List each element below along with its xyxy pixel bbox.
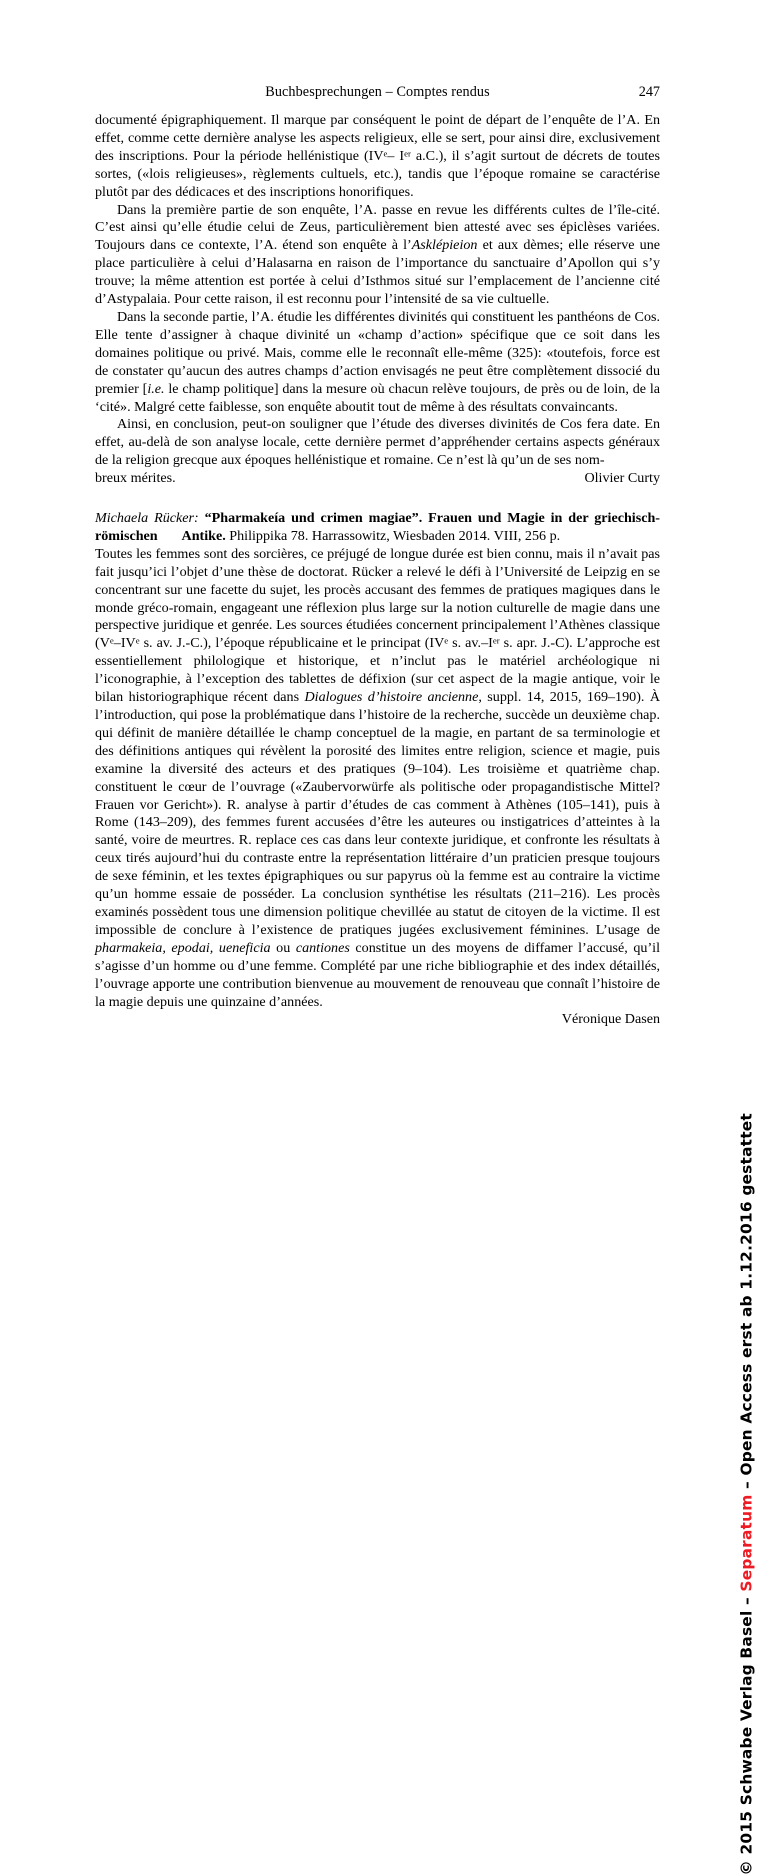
review-two-author: Michaela Rücker: (95, 510, 199, 527)
review-one-paragraph-1: documenté épigraphiquement. Il marque par conséquent le point de départ de l’enquête de l’A. En effet, comme cette dernière analyse les aspects religieux, elle se sert, pour ainsi dire, exclusivement des inscriptions. Pour la période hellénistique (IVe– Ier a.C.), il s’agit surtout de décrets de toutes sortes, («lois religieuses», règlements cultuels, etc.), tandis que l’époque romaine se caractérise plutôt par des dédicaces et des inscriptions honorifiques. (95, 112, 661, 200)
review-two-title: “Pharmakeía und crimen magiae”. Frauen und Magie in der griechisch-römischen Antike. (95, 510, 660, 544)
review-one-last-line: breux mérites. (95, 470, 176, 487)
review-two-imprint: Philippika 78. Harrassowitz, Wiesbaden 2014. VIII, 256 p. (229, 527, 561, 544)
running-head-title: Buchbesprechungen – Comptes rendus (265, 84, 490, 100)
review-one-paragraph-4: Ainsi, en conclusion, peut-on souligner que l’étude des diverses divinités de Cos fera date. En effet, au-delà de son analyse locale, cette dernière permet d’appréhender certains aspects généraux de la religion grecque aux époques hellénistique et romaine. Ce n’est là qu’un de ses nom- (95, 416, 660, 469)
review-two-body: Toutes les femmes sont des sorcières, ce préjugé de longue durée est bien connu, mais il n’avait pas fait jusqu’ici l’objet d’une thèse de doctorat. Rücker a relevé le défi à l’Université de Leipzig en se concentrant sur une facette du sujet, les procès accusant des femmes de pratiques magiques dans le monde gréco-romain, engageant une réflexion plus large sur la notion culturelle de magie dans une perspective juridique et genrée. Les sources étudiées concernent principalement l’Athènes classique (Ve–IVe s. av. J.-C.), l’époque républicaine et le principat (IVe s. av.–Ier s. apr. J.-C). L’approche est essentiellement philologique et historique, et n’inclut pas le matériel archéologique ni l’iconographie, à l’exception des tablettes de défixion (sur cet aspect de la magie antique, voir le bilan historiographique récent dans Dialogues d’histoire ancienne, suppl. 14, 2015, 169–190). À l’introduction, qui pose la problématique dans l’histoire de la recherche, succède un deuxième chap. qui définit de manière détaillée le champ conceptuel de la magie, en partant de sa terminologie et des définitions antiques qui révèlent la porosité des limites entre religion, science et magie, puis examine la diversité des acteurs et des pratiques (9–104). Les troisième et quatrième chap. constituent le cœur de l’ouvrage («Zaubervorwürfe als politische oder propagandistische Mittel? Frauen vor Gericht»). R. analyse à partir d’études de cas comment à Athènes (105–141), puis à Rome (143–209), des femmes furent accusées d’être les auteures ou instigatrices d’atteintes à la santé, voire de meurtres. R. replace ces cas dans leur contexte juridique, et confronte les résultats à ceux tirés aujourd’hui du contraste entre la représentation littéraire d’un praticien presque toujours de sexe féminin, et les textes épigraphiques ou sur papyrus où la femme est au contraire la victime qu’un homme essaie de posséder. La conclusion synthétise les résultats (211–216). Les procès examinés possèdent tous une dimension politique chevillée au statut de citoyen de la victime. Il est impossible de conclure à l’existence de pratiques jugées exclusivement féminines. L’usage de pharmakeia, epodai, ueneficia ou cantiones constitue un des moyens de diffamer l’accusé, qu’il s’agisse d’un homme ou d’une femme. Complété par une riche bibliographie et des index détaillés, l’ouvrage apporte une contribution bienvenue au mouvement de renouveau que connaît l’histoire de la magie depuis une quinzaine d’années. (95, 545, 660, 1010)
review-one-closing-line (95, 470, 660, 488)
copyright-strip (738, 1113, 756, 1876)
review-one-signature: Olivier Curty (584, 470, 660, 487)
copyright-part-2: – Open Access erst ab 1.12.2016 gestattet (738, 1113, 756, 1495)
running-head (95, 82, 660, 102)
copyright-part-1: © 2015 Schwabe Verlag Basel – (738, 1591, 756, 1876)
review-two-signature: Véronique Dasen (561, 1011, 660, 1028)
page-number: 247 (638, 84, 660, 100)
review-two (95, 510, 660, 1029)
review-one-paragraph-3: Dans la seconde partie, l’A. étudie les différentes divinités qui constituent les panthéons de Cos. Elle tente d’assigner à chaque divinité un «champ d’action» spécifique que ce soit dans les domaines politique ou privé. Mais, comme elle le reconnaît elle-même (325): «toutefois, force est de constater qu’aucun des autres champs d’action envisagés ne peut être complètement dissocié du premier [i.e. le champ politique] dans la mesure où chacun relève toujours, de près ou de loin, de la ‘cité». Malgré cette faiblesse, son enquête aboutit tout de même à des résultats convaincants. (95, 308, 660, 415)
section-gap (95, 488, 660, 510)
review-one-paragraph-2: Dans la première partie de son enquête, l’A. passe en revue les différents cultes de l’île-cité. C’est ainsi qu’elle étudie celui de Zeus, particulièrement bien attesté avec ses épiclèses variées. Toujours dans ce contexte, l’A. étend son enquête à l’Asklépieion et aux dèmes; elle réserve une place particulière à celui d’Halasarna en raison de l’importance du sanctuaire d’Apollon qui s’y trouve; la même attention est portée à celui d’Isthmos situé sur l’emplacement de l’ancienne cité d’Astypalaia. Pour cette raison, il est reconnu pour l’intensité de sa vie cultuelle. (95, 201, 660, 308)
text-column (95, 112, 660, 1029)
review-two-heading (95, 510, 660, 546)
separatum-label: Separatum (738, 1494, 756, 1592)
review-one (95, 112, 660, 488)
